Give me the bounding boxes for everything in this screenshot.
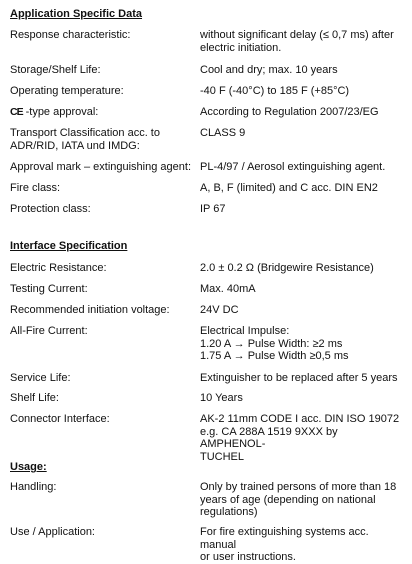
- label-protection-class: Protection class:: [10, 203, 91, 215]
- label-ce-type-approval: [10, 106, 200, 119]
- value-storage-shelf-life: Cool and dry; max. 10 years: [200, 64, 338, 76]
- value-transport-classification: CLASS 9: [200, 127, 246, 139]
- label-fire-class: Fire class:: [10, 182, 61, 194]
- section-title-application: Application Specific Data: [10, 8, 143, 20]
- value-service-life: Extinguisher to be replaced after 5 years: [200, 372, 398, 384]
- label-initiation-voltage: Recommended initiation voltage:: [10, 304, 170, 316]
- value-protection-class: IP 67: [200, 203, 226, 215]
- label-handling: Handling:: [10, 481, 57, 493]
- value-operating-temperature: -40 F (-40°C) to 185 F (+85°C): [200, 85, 350, 97]
- value-shelf-life: 10 Years: [200, 392, 243, 404]
- value-all-fire-current: Electrical Impulse: 1.20 A → Pulse Width: ≥2 ms 1.75 A → Pulse Width ≥0,5 ms: [200, 325, 349, 362]
- ce-type-approval-text: -type approval:: [25, 106, 99, 118]
- section-title-usage: Usage:: [10, 461, 47, 473]
- value-handling: Only by trained persons of more than 18 years of age (depending on national regulations): [200, 481, 397, 518]
- value-ce-type-approval: According to Regulation 2007/23/EG: [200, 106, 379, 118]
- value-electric-resistance: 2.0 ± 0.2 Ω (Bridgewire Resistance): [200, 262, 374, 274]
- value-connector-interface: AK-2 11mm CODE I acc. DIN ISO 19072 e.g. CA 288A 1519 9XXX by AMPHENOL- TUCHEL: [200, 413, 400, 463]
- value-response-characteristic: without significant delay (≤ 0,7 ms) after electric initiation.: [200, 29, 394, 54]
- value-testing-current: Max. 40mA: [200, 283, 256, 295]
- label-use-application: Use / Application:: [10, 526, 95, 538]
- label-operating-temperature: Operating temperature:: [10, 85, 124, 97]
- section-title-interface: Interface Specification: [10, 240, 128, 252]
- value-approval-mark: PL-4/97 / Aerosol extinguishing agent.: [200, 161, 386, 173]
- value-initiation-voltage: 24V DC: [200, 304, 239, 316]
- label-response-characteristic: Response characteristic:: [10, 29, 131, 41]
- label-all-fire-current: All-Fire Current:: [10, 325, 88, 337]
- ce-mark-icon: CE: [10, 106, 23, 118]
- label-storage-shelf-life: Storage/Shelf Life:: [10, 64, 101, 76]
- label-connector-interface: Connector Interface:: [10, 413, 110, 425]
- label-electric-resistance: Electric Resistance:: [10, 262, 107, 274]
- value-use-application: For fire extinguishing systems acc. manual or user instructions.: [200, 526, 369, 563]
- label-transport-classification: Transport Classification acc. to ADR/RID, IATA und IMDG:: [10, 127, 160, 152]
- value-fire-class: A, B, F (limited) and C acc. DIN EN2: [200, 182, 378, 194]
- label-testing-current: Testing Current:: [10, 283, 88, 295]
- label-service-life: Service Life:: [10, 372, 71, 384]
- label-approval-mark: Approval mark – extinguishing agent:: [10, 161, 191, 173]
- label-shelf-life: Shelf Life:: [10, 392, 59, 404]
